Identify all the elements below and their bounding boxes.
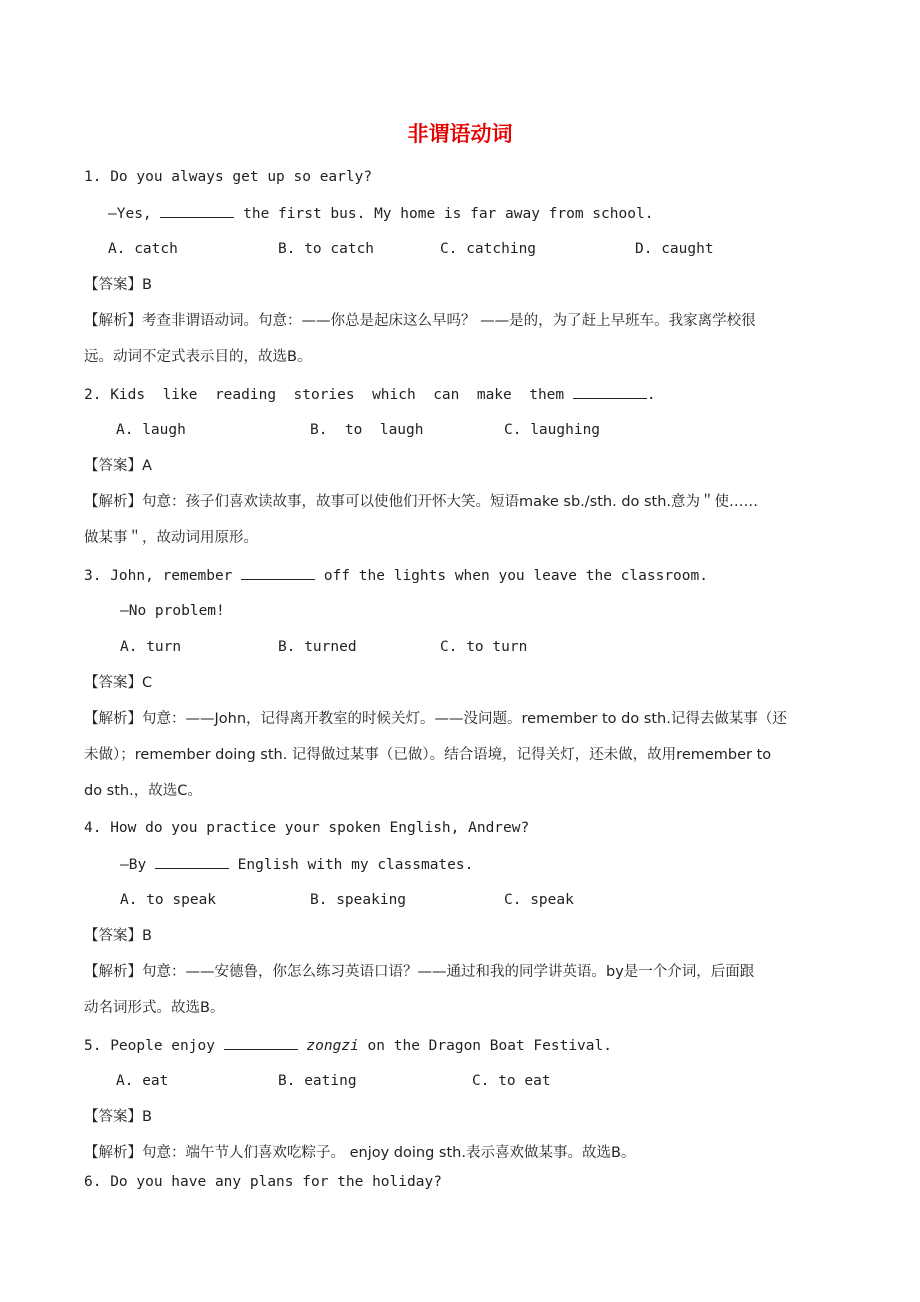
- q5-answer: 【答案】B: [84, 1109, 152, 1125]
- q4-analysis-line-1: 【解析】句意：——安德鲁，你怎么练习英语口语？——通过和我的同学讲英语。by是一个介词，后面跟: [84, 964, 755, 980]
- q5-option-a: A. eat: [116, 1073, 169, 1089]
- q5-option-b: B. eating: [278, 1073, 357, 1089]
- q1-reply-post: the first bus. My home is far away from school.: [234, 206, 654, 222]
- q4-option-c: C. speak: [504, 892, 574, 908]
- q4-reply-post: English with my classmates.: [228, 857, 474, 873]
- q3-stem-pre: 3. John, remember: [84, 568, 242, 584]
- q5-analysis-line-1: 【解析】句意：端午节人们喜欢吃粽子。 enjoy doing sth.表示喜欢做某事。故选B。: [84, 1145, 636, 1161]
- q3-stem: [84, 565, 708, 586]
- q2-analysis-line-1: 【解析】句意：孩子们喜欢读故事，故事可以使他们开怀大笑。短语make sb./sth. do sth.意为＂使……: [84, 494, 759, 510]
- q2-stem: [84, 384, 656, 405]
- q3-answer: 【答案】C: [84, 675, 153, 691]
- q1-reply-pre: —Yes,: [108, 206, 161, 222]
- answer-blank: [155, 854, 229, 869]
- answer-blank: [241, 565, 315, 580]
- q3-analysis-line-2: 未做）；remember doing sth. 记得做过某事（已做）。结合语境，记得关灯，还未做，故用remember to: [84, 747, 772, 763]
- q1-reply: [108, 203, 653, 224]
- q4-reply: [120, 854, 473, 875]
- q1-option-d: D. caught: [635, 241, 714, 257]
- q1-option-a: A. catch: [108, 241, 178, 257]
- q4-answer: 【答案】B: [84, 928, 152, 944]
- q6-stem: 6. Do you have any plans for the holiday?: [84, 1174, 442, 1190]
- q3-stem-post: off the lights when you leave the classroom.: [315, 568, 708, 584]
- q1-option-c: C. catching: [440, 241, 537, 257]
- answer-blank: [160, 203, 234, 218]
- answer-blank: [224, 1035, 298, 1050]
- q2-stem-post: .: [646, 387, 656, 403]
- answer-blank: [573, 384, 647, 399]
- q3-option-a: A. turn: [120, 639, 182, 655]
- q4-option-a: A. to speak: [120, 892, 217, 908]
- q3-option-b: B. turned: [278, 639, 357, 655]
- q3-option-c: C. to turn: [440, 639, 528, 655]
- q1-answer: 【答案】B: [84, 277, 152, 293]
- q1-option-b: B. to catch: [278, 241, 375, 257]
- q2-stem-pre: 2. Kids like reading stories which can make them: [84, 387, 573, 403]
- q4-option-b: B. speaking: [310, 892, 407, 908]
- q2-analysis-line-2: 做某事＂，故动词用原形。: [84, 530, 258, 546]
- q1-stem: 1. Do you always get up so early?: [84, 169, 373, 185]
- q5-stem-italic: zongzi: [306, 1038, 359, 1054]
- q2-option-a: A. laugh: [116, 422, 186, 438]
- q2-option-c: C. laughing: [504, 422, 601, 438]
- q3-analysis-line-3: do sth.，故选C。: [84, 783, 202, 799]
- q4-reply-pre: —By: [120, 857, 155, 873]
- q5-stem-post: on the Dragon Boat Festival.: [358, 1038, 612, 1054]
- q3-reply: —No problem!: [120, 603, 225, 619]
- q2-answer: 【答案】A: [84, 458, 152, 474]
- q3-analysis-line-1: 【解析】句意：——John，记得离开教室的时候关灯。——没问题。remember to do sth.记得去做某事（还: [84, 711, 787, 727]
- q5-option-c: C. to eat: [472, 1073, 551, 1089]
- q1-analysis-line-2: 远。动词不定式表示目的，故选B。: [84, 349, 312, 365]
- page-title: 非谓语动词: [407, 122, 513, 146]
- q5-stem: [84, 1035, 612, 1056]
- q4-stem: 4. How do you practice your spoken English, Andrew?: [84, 820, 530, 836]
- q5-stem-pre: 5. People enjoy: [84, 1038, 224, 1054]
- q2-option-b: B. to laugh: [310, 422, 424, 438]
- q1-analysis-line-1: 【解析】考查非谓语动词。句意：——你总是起床这么早吗？ ——是的，为了赶上早班车。我家离学校很: [84, 313, 756, 329]
- q4-analysis-line-2: 动名词形式。故选B。: [84, 1000, 225, 1016]
